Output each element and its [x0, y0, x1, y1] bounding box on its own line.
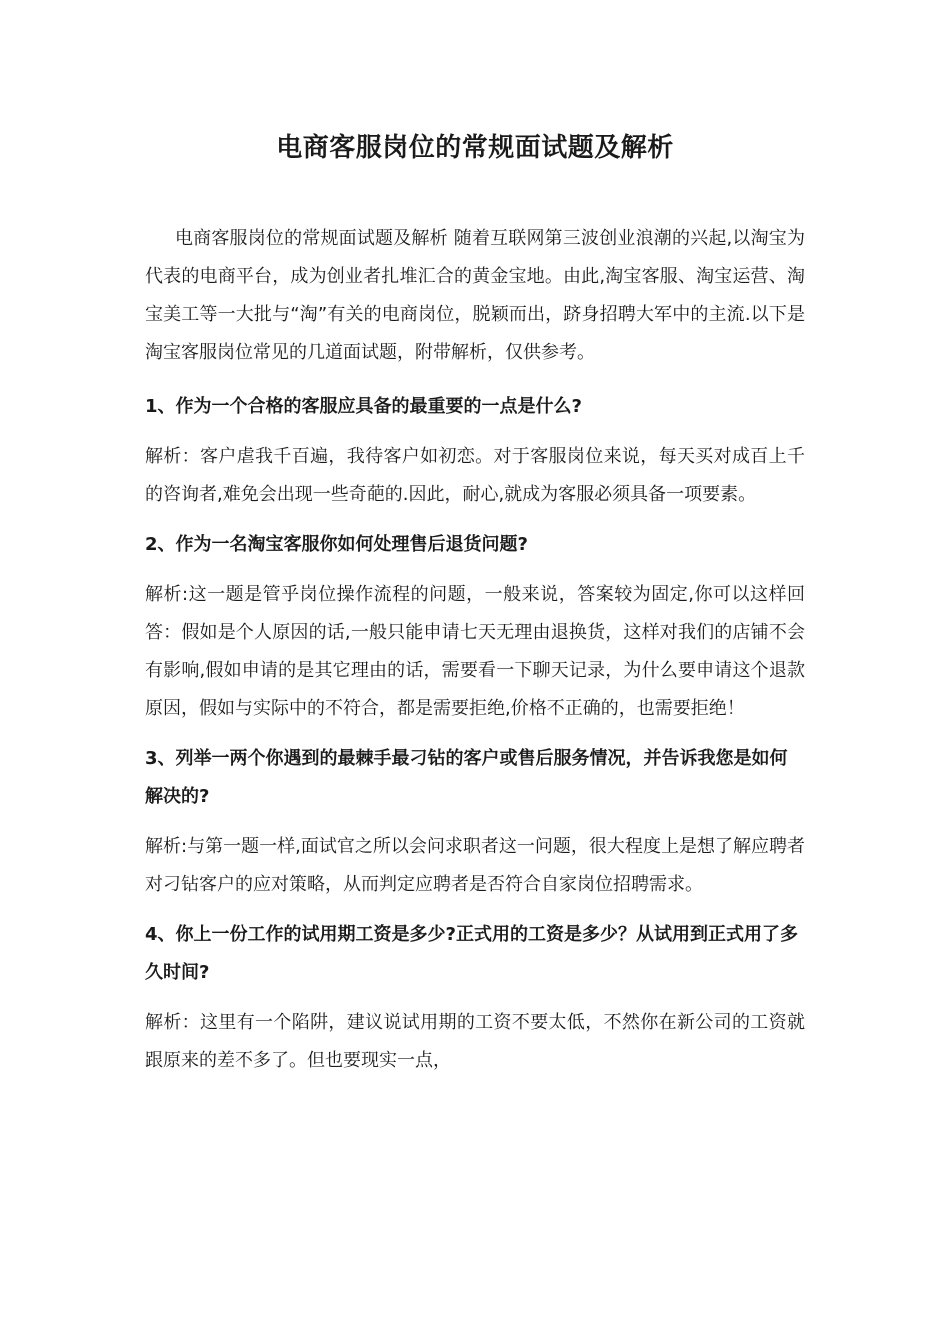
- question-3: 3、列举一两个你遇到的最棘手最刁钻的客户或售后服务情况，并告诉我您是如何解决的?: [145, 748, 788, 807]
- answer-4: 解析：这里有一个陷阱，建议说试用期的工资不要太低，不然你在新公司的工资就跟原来的差不多了。但也要现实一点，: [145, 1012, 805, 1071]
- question-2: 2、作为一名淘宝客服你如何处理售后退货问题?: [145, 534, 528, 555]
- answer-3: 解析:与第一题一样,面试官之所以会问求职者这一问题，很大程度上是想了解应聘者对刁钻客户的应对策略，从而判定应聘者是否符合自家岗位招聘需求。: [145, 836, 805, 895]
- document-title: 电商客服岗位的常规面试题及解析: [276, 133, 674, 163]
- document-body: [145, 220, 805, 1092]
- question-1: 1、作为一个合格的客服应具备的最重要的一点是什么?: [145, 396, 582, 417]
- intro-paragraph: 电商客服岗位的常规面试题及解析 随着互联网第三波创业浪潮的兴起,以淘宝为代表的电商平台，成为创业者扎堆汇合的黄金宝地。由此,淘宝客服、淘宝运营、淘宝美工等一大批与“淘”有关的电商岗位，脱颖而出，跻身招聘大军中的主流.以下是淘宝客服岗位常见的几道面试题，附带解析，仅供参考。: [145, 228, 805, 363]
- answer-2: 解析:这一题是管乎岗位操作流程的问题，一般来说，答案较为固定,你可以这样回答：假如是个人原因的话,一般只能申请七天无理由退换货，这样对我们的店铺不会有影响,假如申请的是其它理由的话，需要看一下聊天记录，为什么要申请这个退款原因，假如与实际中的不符合，都是需要拒绝,价格不正确的，也需要拒绝！: [145, 584, 805, 719]
- answer-1: 解析：客户虐我千百遍，我待客户如初恋。对于客服岗位来说，每天买对成百上千的咨询者,难免会出现一些奇葩的.因此，耐心,就成为客服必须具备一项要素。: [145, 446, 805, 505]
- question-4: 4、你上一份工作的试用期工资是多少?正式用的工资是多少？从试用到正式用了多久时间?: [145, 924, 798, 983]
